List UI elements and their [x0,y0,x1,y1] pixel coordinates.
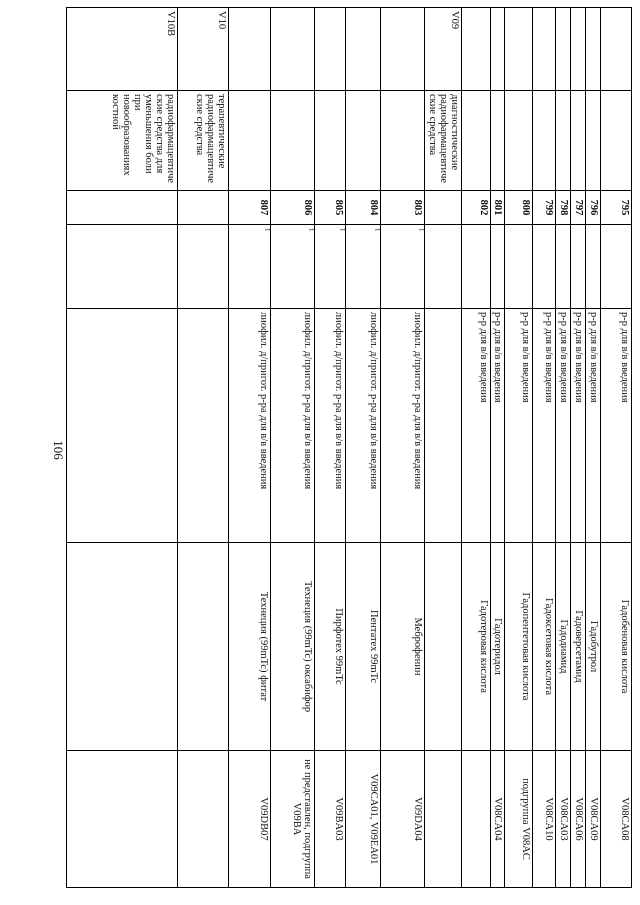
dosage-form-cell [533,309,556,543]
atc-subcode-cell: V08CA03 [556,751,571,888]
drug-name-cell: Меброфенин [381,543,425,751]
drug-name-cell: Гадобеновая кислота [601,543,632,751]
footnote-marker: 1 [373,228,382,232]
drug-name-cell: Гадоксетовая кислота [533,543,556,751]
note-cell [505,225,533,309]
atc-code-cell [381,8,425,91]
atc-code-cell [556,8,571,91]
atc-code-cell [462,8,491,91]
atc-code-cell [315,8,346,91]
pharmacological-group-cell: терапевтические радиофармацевтические средства [178,91,229,191]
atc-subcode-cell: V08CA08 [601,751,632,888]
table-row [178,8,229,888]
dosage-form-cell [505,309,533,543]
pharmacological-group-cell: диагностические радиофармацевтические средства [425,91,462,191]
footnote-marker: 1 [417,228,426,232]
dosage-form-text: р-р для в/в введения [619,312,630,403]
dosage-form-text: р-р для в/в введения [588,312,599,403]
atc-subcode-cell: V08CA06 [571,751,586,888]
drug-name-cell [67,543,178,751]
dosage-form-text: лиофил. д/пригот. р-ра для в/в введения [302,312,313,490]
pharmacological-group-cell [271,91,315,191]
atc-subcode-cell: V09DB07 [229,751,271,888]
pharmacological-group-cell [601,91,632,191]
table-row [533,8,556,888]
note-cell [425,225,462,309]
row-number-cell [425,191,462,225]
dosage-form-text: лиофил. д/пригот. р-ра для в/в введения [368,312,379,490]
table-row [491,8,505,888]
atc-code-cell [601,8,632,91]
dosage-form-cell [271,309,315,543]
drug-name-cell [178,543,229,751]
atc-code-cell [533,8,556,91]
dosage-form-cell [178,309,229,543]
pharmacological-group-cell [556,91,571,191]
dosage-form-cell [346,309,381,543]
drug-name-cell [425,543,462,751]
atc-code-cell [571,8,586,91]
row-number-cell: 797 [571,191,586,225]
page-number: 106 [51,440,66,460]
pharmacological-group-cell [346,91,381,191]
row-number-cell: 801 [491,191,505,225]
table-row [315,8,346,888]
row-number-cell: 795 [601,191,632,225]
dosage-form-cell [462,309,491,543]
atc-code-cell [271,8,315,91]
table-row [462,8,491,888]
drug-name-cell: Пентатех 99mTc [346,543,381,751]
atc-subcode-cell: V09DA04 [381,751,425,888]
drug-list-table [66,7,632,888]
drug-name-cell: Гадодиамид [556,543,571,751]
atc-code-cell [229,8,271,91]
dosage-form-cell [229,309,271,543]
dosage-form-text: лиофил. д/пригот. р-ра для в/в введения [258,312,269,490]
pharmacological-group-cell [491,91,505,191]
footnote-marker: 1 [338,228,347,232]
note-cell [178,225,229,309]
note-cell [586,225,601,309]
drug-name-cell: Технеция (99mTc) оксабифор [271,543,315,751]
drug-name-cell: Гадотеровая кислота [462,543,491,751]
atc-code-cell: V09 [425,8,462,91]
drug-name-cell: Гадопентетовая кислота [505,543,533,751]
row-number-cell: 807 [229,191,271,225]
atc-subcode-cell: V09CA01, V09EA01 [346,751,381,888]
table-row [67,8,178,888]
note-cell [533,225,556,309]
atc-subcode-cell: не представлен, подгруппа V09BA [271,751,315,888]
atc-subcode-cell [178,751,229,888]
dosage-form-cell [556,309,571,543]
dosage-form-text: р-р для в/в введения [543,312,554,403]
drug-name-cell: Пирфотех 99mTc [315,543,346,751]
pharmacological-group-cell [229,91,271,191]
atc-code-cell: V10 [178,8,229,91]
pharmacological-group-cell [315,91,346,191]
table-row [271,8,315,888]
table-row [505,8,533,888]
atc-subcode-cell: V09BA03 [315,751,346,888]
drug-name-cell: Технеция (99mTc) фитат [229,543,271,751]
drug-name-cell: Гадотеридол [491,543,505,751]
note-cell [315,225,346,309]
atc-subcode-cell [67,751,178,888]
pharmacological-group-cell [571,91,586,191]
row-number-cell: 798 [556,191,571,225]
note-cell [229,225,271,309]
note-cell [381,225,425,309]
atc-code-cell: V10B [67,8,178,91]
table-row [346,8,381,888]
note-cell [571,225,586,309]
note-cell [601,225,632,309]
footnote-marker: 1 [263,228,272,232]
pharmacological-group-cell [462,91,491,191]
row-number-cell [178,191,229,225]
dosage-form-text: лиофил. д/пригот. р-ра для в/в введения [412,312,423,490]
dosage-form-text: лиофил. д/пригот. р-ра для в/в введения [333,312,344,490]
pharmacological-group-cell [381,91,425,191]
atc-code-cell [586,8,601,91]
dosage-form-cell [425,309,462,543]
note-cell [556,225,571,309]
dosage-form-cell [601,309,632,543]
dosage-form-cell [571,309,586,543]
dosage-form-cell [586,309,601,543]
note-cell [67,225,178,309]
row-number-cell: 803 [381,191,425,225]
note-cell [346,225,381,309]
atc-code-cell [505,8,533,91]
drug-name-cell: Гадобутрол [586,543,601,751]
dosage-form-text: р-р для в/в введения [478,312,489,403]
dosage-form-text: р-р для в/в введения [558,312,569,403]
row-number-cell: 806 [271,191,315,225]
table-row [556,8,571,888]
dosage-form-text: р-р для в/в введения [573,312,584,403]
drug-name-cell: Гадоверсетамид [571,543,586,751]
note-cell [462,225,491,309]
row-number-cell: 804 [346,191,381,225]
dosage-form-text: р-р для в/в введения [520,312,531,403]
dosage-form-cell [491,309,505,543]
atc-subcode-cell: V08CA04 [491,751,505,888]
pharmacological-group-cell [533,91,556,191]
table-row [425,8,462,888]
dosage-form-cell [315,309,346,543]
atc-subcode-cell [462,751,491,888]
table-viewport [67,7,632,887]
table-row [381,8,425,888]
table-row [229,8,271,888]
row-number-cell: 800 [505,191,533,225]
pharmacological-group-cell: радиофармацевтические средства для уменьшения боли при новообразованиях костной [67,91,178,191]
pharmacological-group-cell [586,91,601,191]
dosage-form-cell [381,309,425,543]
row-number-cell: 796 [586,191,601,225]
dosage-form-text: р-р для в/в введения [492,312,503,403]
note-cell [271,225,315,309]
atc-subcode-cell: подгруппа V08AC [505,751,533,888]
atc-code-cell [491,8,505,91]
table-row [586,8,601,888]
note-cell [491,225,505,309]
footnote-marker: 1 [307,228,316,232]
rotated-table-container [67,7,632,887]
row-number-cell: 802 [462,191,491,225]
row-number-cell [67,191,178,225]
row-number-cell: 805 [315,191,346,225]
atc-subcode-cell [425,751,462,888]
table-row [571,8,586,888]
row-number-cell: 799 [533,191,556,225]
dosage-form-cell [67,309,178,543]
pharmacological-group-cell [505,91,533,191]
table-row [601,8,632,888]
atc-subcode-cell: V08CA10 [533,751,556,888]
atc-code-cell [346,8,381,91]
atc-subcode-cell: V08CA09 [586,751,601,888]
